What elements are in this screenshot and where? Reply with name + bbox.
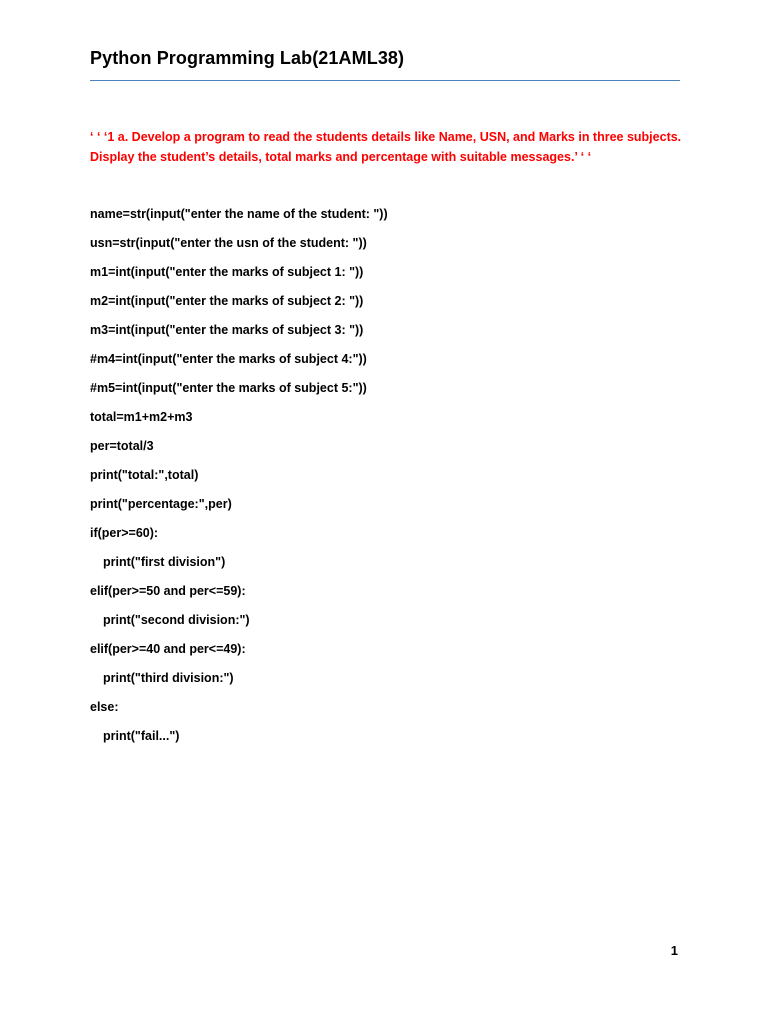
code-line: elif(per>=40 and per<=49): <box>90 642 246 656</box>
code-line: m3=int(input("enter the marks of subject 3: ")) <box>90 323 364 337</box>
code-line: total=m1+m2+m3 <box>90 410 193 424</box>
header-divider <box>90 80 680 81</box>
code-line: name=str(input("enter the name of the student: ")) <box>90 207 388 221</box>
code-line: print("total:",total) <box>90 468 199 482</box>
code-line: if(per>=60): <box>90 526 159 540</box>
code-line: #m4=int(input("enter the marks of subject 4:")) <box>90 352 367 366</box>
question-line-1: ‘ ‘ ‘1 a. Develop a program to read the students details like Name, USN, and Marks in three subjects. <box>90 130 682 144</box>
page-number: 1 <box>670 943 678 958</box>
code-line: print("second division:") <box>103 613 250 627</box>
code-line: print("percentage:",per) <box>90 497 232 511</box>
code-line: print("fail...") <box>103 729 180 743</box>
page-header-title: Python Programming Lab(21AML38) <box>90 48 405 68</box>
code-line: per=total/3 <box>90 439 154 453</box>
code-line: m1=int(input("enter the marks of subject 1: ")) <box>90 265 364 279</box>
question-text <box>90 127 690 167</box>
code-line: elif(per>=50 and per<=59): <box>90 584 246 598</box>
code-line: print("third division:") <box>103 671 234 685</box>
code-line: #m5=int(input("enter the marks of subject 5:")) <box>90 381 367 395</box>
question-line-2: Display the student’s details, total marks and percentage with suitable messages.’ ‘ ‘ <box>90 150 592 164</box>
code-line: m2=int(input("enter the marks of subject 2: ")) <box>90 294 364 308</box>
code-line: print("first division") <box>103 555 226 569</box>
code-line: usn=str(input("enter the usn of the student: ")) <box>90 236 367 250</box>
code-block <box>90 205 690 756</box>
code-line: else: <box>90 700 119 714</box>
